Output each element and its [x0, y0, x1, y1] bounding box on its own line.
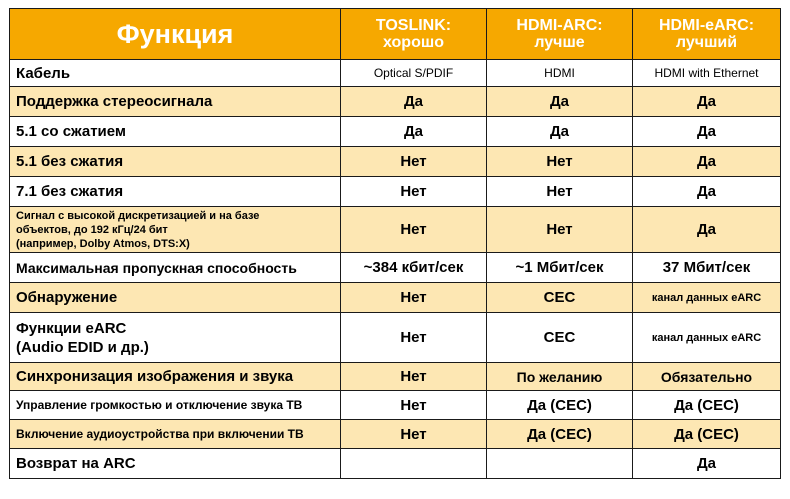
- row-label: Включение аудиоустройства при включении ТВ: [10, 420, 341, 449]
- row-label: Управление громкостью и отключение звука ТВ: [10, 391, 341, 420]
- cell-earc: Да: [633, 449, 781, 479]
- table-row: [10, 60, 781, 87]
- cell-toslink: Да: [341, 117, 487, 147]
- table-row: [10, 283, 781, 313]
- row-label-line: Функции eARC: [16, 319, 127, 337]
- cell-earc: Да: [633, 177, 781, 207]
- row-label: Максимальная пропускная способность: [10, 253, 341, 283]
- cell-arc: Нет: [487, 147, 633, 177]
- cell-arc: HDMI: [487, 60, 633, 87]
- header-feature: Функция: [10, 9, 341, 60]
- table-row: [10, 420, 781, 449]
- cell-toslink: Нет: [341, 207, 487, 253]
- cell-earc: Да (CEC): [633, 391, 781, 420]
- table-row: [10, 391, 781, 420]
- header-row: [10, 9, 781, 60]
- cell-earc: HDMI with Ethernet: [633, 60, 781, 87]
- cell-arc: По желанию: [487, 363, 633, 391]
- table-row: [10, 313, 781, 363]
- cell-earc: канал данных eARC: [633, 313, 781, 363]
- cell-arc: Да: [487, 87, 633, 117]
- cell-earc: Да (CEC): [633, 420, 781, 449]
- cell-toslink: ~384 кбит/сек: [341, 253, 487, 283]
- cell-arc: Да: [487, 117, 633, 147]
- cell-arc: [487, 449, 633, 479]
- header-arc-title: HDMI-ARC:: [516, 17, 603, 34]
- table-row: [10, 117, 781, 147]
- header-arc-rating: лучше: [534, 34, 585, 51]
- cell-arc: Да (CEC): [487, 420, 633, 449]
- cell-earc: Да: [633, 147, 781, 177]
- row-label: Синхронизация изображения и звука: [10, 363, 341, 391]
- cell-toslink: Нет: [341, 283, 487, 313]
- row-label: 5.1 со сжатием: [10, 117, 341, 147]
- cell-arc: CEC: [487, 283, 633, 313]
- cell-toslink: Нет: [341, 313, 487, 363]
- cell-earc: Да: [633, 117, 781, 147]
- cell-arc: Нет: [487, 207, 633, 253]
- cell-earc: Да: [633, 87, 781, 117]
- table-row: [10, 363, 781, 391]
- table-row: [10, 207, 781, 253]
- cell-earc: 37 Мбит/сек: [633, 253, 781, 283]
- row-label: 5.1 без сжатия: [10, 147, 341, 177]
- cell-toslink: Optical S/PDIF: [341, 60, 487, 87]
- table-row: [10, 147, 781, 177]
- table-row: [10, 253, 781, 283]
- cell-arc: Да (CEC): [487, 391, 633, 420]
- row-label: Обнаружение: [10, 283, 341, 313]
- cell-toslink: Нет: [341, 391, 487, 420]
- header-toslink-title: TOSLINK:: [375, 17, 452, 34]
- table-row: [10, 87, 781, 117]
- header-hdmi-arc: [487, 9, 633, 60]
- row-label: [10, 207, 341, 253]
- table-row: [10, 449, 781, 479]
- row-label: Поддержка стереосигнала: [10, 87, 341, 117]
- table-row: [10, 177, 781, 207]
- header-toslink-rating: хорошо: [383, 34, 444, 51]
- header-hdmi-earc: [633, 9, 781, 60]
- cell-earc: Обязательно: [633, 363, 781, 391]
- row-label: [10, 313, 341, 363]
- cell-arc: Нет: [487, 177, 633, 207]
- row-label: Кабель: [10, 60, 341, 87]
- cell-toslink: [341, 449, 487, 479]
- comparison-table: [9, 8, 781, 479]
- cell-toslink: Да: [341, 87, 487, 117]
- header-earc-rating: лучший: [675, 34, 738, 51]
- row-label-line: Сигнал с высокой дискретизацией и на базе: [16, 209, 260, 222]
- row-label-line: (например, Dolby Atmos, DTS:X): [16, 237, 190, 250]
- cell-earc: Да: [633, 207, 781, 253]
- cell-toslink: Нет: [341, 177, 487, 207]
- cell-arc: ~1 Мбит/сек: [487, 253, 633, 283]
- row-label-line: объектов, до 192 кГц/24 бит: [16, 223, 168, 236]
- cell-toslink: Нет: [341, 420, 487, 449]
- header-toslink: [341, 9, 487, 60]
- cell-toslink: Нет: [341, 147, 487, 177]
- row-label: Возврат на ARC: [10, 449, 341, 479]
- header-earc-title: HDMI-eARC:: [658, 17, 755, 34]
- row-label-line: (Audio EDID и др.): [16, 338, 149, 356]
- cell-toslink: Нет: [341, 363, 487, 391]
- cell-arc: CEC: [487, 313, 633, 363]
- cell-earc: канал данных eARC: [633, 283, 781, 313]
- row-label: 7.1 без сжатия: [10, 177, 341, 207]
